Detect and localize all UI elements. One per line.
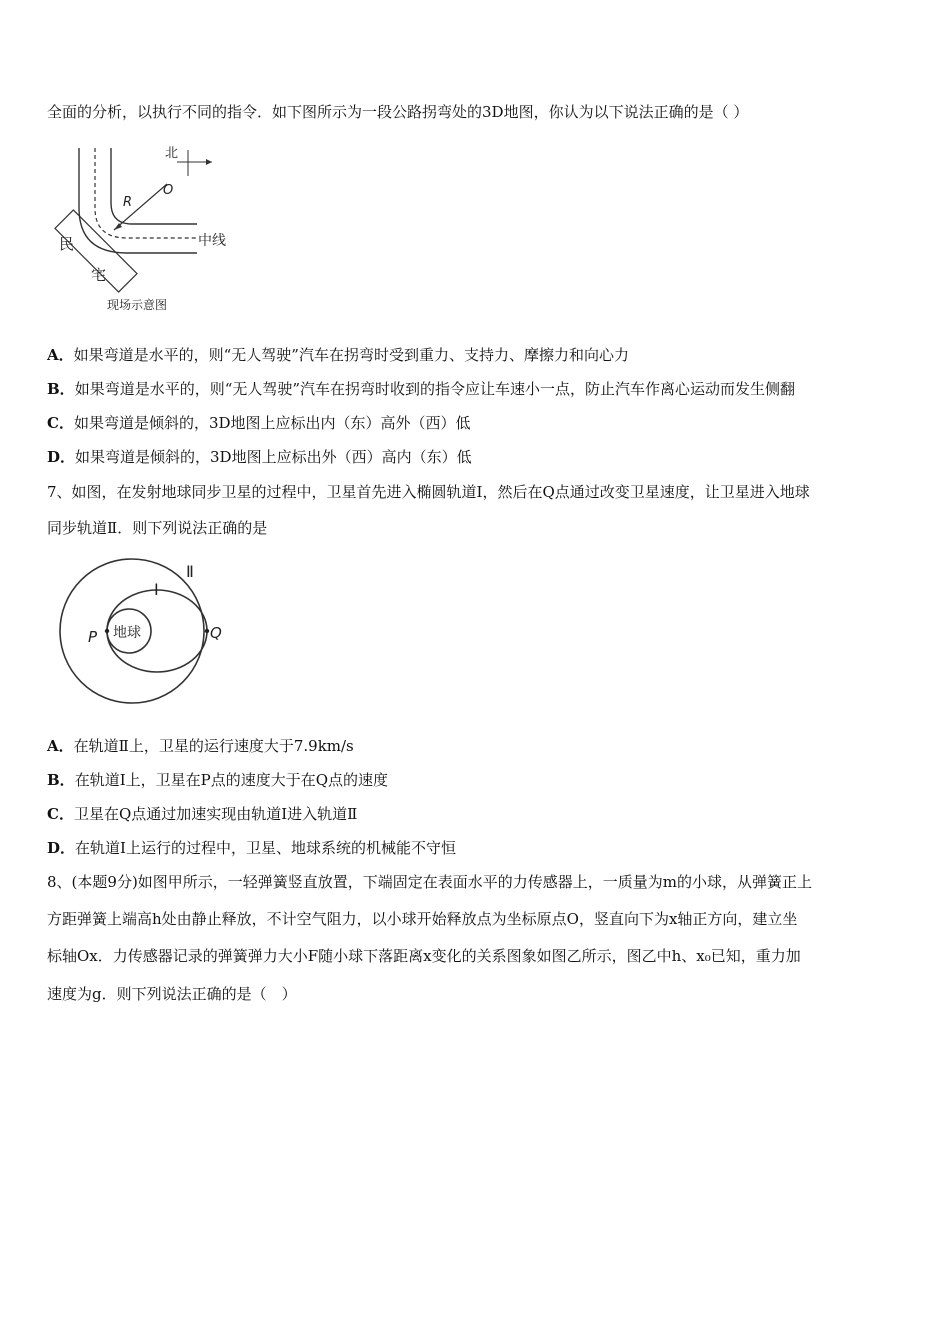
center-label: O <box>163 183 174 198</box>
radius-label: R <box>123 195 133 210</box>
q8-stem-line2: 方距弹簧上端高h处由静止释放，不计空气阻力，以小球开始释放点为坐标原点O，竖直向下为x轴正方向，建立坐 <box>47 910 798 928</box>
midline-label: 中线 <box>198 233 226 249</box>
house-label-1: 民 <box>59 235 75 253</box>
earth-label: 地球 <box>113 625 141 641</box>
orbit-1-label: Ⅰ <box>154 580 159 599</box>
q8-stem-line4: 速度为g．则下列说法正确的是（ ） <box>47 985 297 1003</box>
q6-option-b: B．如果弯道是水平的，则“无人驾驶”汽车在拐弯时收到的指令应让车速小一点，防止汽车作离心运动而发生侧翻 <box>47 380 796 398</box>
q6-option-d: D．如果弯道是倾斜的，3D地图上应标出外（西）高内（东）低 <box>47 448 472 466</box>
house-label-2: 宅 <box>91 266 107 284</box>
q7-stem-line2: 同步轨道Ⅱ．则下列说法正确的是 <box>47 519 268 537</box>
road-curve-figure <box>47 138 242 318</box>
intro-text: 全面的分析，以执行不同的指令．如下图所示为一段公路拐弯处的3D地图，你认为以下说法正确的是（ ） <box>47 103 749 121</box>
q7-option-d: D．在轨道Ⅰ上运行的过程中，卫星、地球系统的机械能不守恒 <box>47 839 456 857</box>
q8-stem-line1: 8、(本题9分)如图甲所示，一轻弹簧竖直放置，下端固定在表面水平的力传感器上，一质量为m的小球，从弹簧正上 <box>47 873 813 891</box>
q6-option-c: C．如果弯道是倾斜的，3D地图上应标出内（东）高外（西）低 <box>47 414 471 432</box>
q7-stem-line1: 7、如图，在发射地球同步卫星的过程中，卫星首先进入椭圆轨道Ⅰ，然后在Q点通过改变卫星速度，让卫星进入地球 <box>47 483 810 501</box>
north-label: 北 <box>165 146 179 161</box>
q8-stem-line3: 标轴Ox．力传感器记录的弹簧弹力大小F随小球下落距离x变化的关系图象如图乙所示，图乙中h、x₀已知，重力加 <box>47 947 801 965</box>
orbit-figure <box>47 553 242 708</box>
q7-option-b: B．在轨道Ⅰ上，卫星在P点的速度大于在Q点的速度 <box>47 771 389 789</box>
q7-option-c: C．卫星在Q点通过加速实现由轨道Ⅰ进入轨道Ⅱ <box>47 805 358 823</box>
q6-option-a: A．如果弯道是水平的，则“无人驾驶”汽车在拐弯时受到重力、支持力、摩擦力和向心力 <box>47 346 629 364</box>
point-p-label: P <box>88 628 98 646</box>
figure-caption: 现场示意图 <box>107 298 168 312</box>
orbit-2-label: Ⅱ <box>186 562 194 581</box>
q7-option-a: A．在轨道Ⅱ上，卫星的运行速度大于7.9km/s <box>47 737 354 755</box>
point-q-label: Q <box>210 624 222 642</box>
